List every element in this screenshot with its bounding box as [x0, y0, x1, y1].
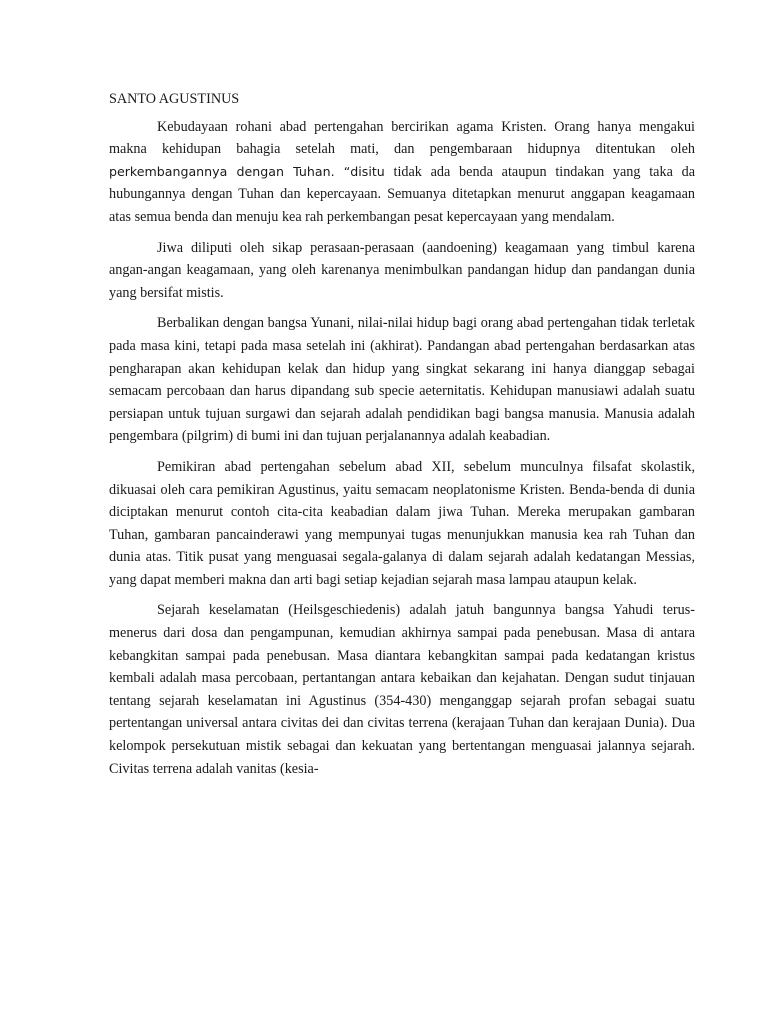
document-page: [109, 88, 695, 788]
paragraph-3: [109, 312, 695, 448]
paragraph-5: [109, 599, 695, 780]
paragraph-text: tidak ada benda ataupun tindakan yang taka da hubungannya dengan Tuhan dan kepercayaan. Semuanya ditetapkan menurut anggapan keagamaan atas semua benda dan menuju kea rah perkembangan pesat kepercayaan yang mendalam.: [109, 163, 695, 225]
paragraph-text: Jiwa diliputi oleh sikap perasaan-perasaan (aandoening) keagamaan yang timbul karena angan-angan keagamaan, yang oleh karenanya menimbulkan pandangan hidup dan pandangan dunia yang bersifat mistis.: [109, 239, 695, 301]
paragraph-text: Kebudayaan rohani abad pertengahan bercirikan agama Kristen. Orang hanya mengakui makna kehidupan bahagia setelah mati, dan pengembaraan hidupnya ditentukan oleh: [109, 118, 695, 158]
paragraph-text: Pemikiran abad pertengahan sebelum abad XII, sebelum munculnya filsafat skolastik, dikuasai oleh cara pemikiran Agustinus, yaitu semacam neoplatonisme Kristen. Benda-benda di dunia diciptakan menurut contoh cita-cita keabadian dalam jiwa Tuhan. Mereka merupakan gambaran Tuhan, gambaran pancainderawi yang mempunyai tugas menunjukkan manusia kea rah Tuhan dan dunia atas. Titik pusat yang menguasai segala-galanya di dalam sejarah adalah kedatangan Messias, yang dapat memberi makna dan arti bagi setiap kejadian sejarah masa lampau ataupun kelak.: [109, 458, 695, 588]
paragraph-text-sans: perkembangannya dengan Tuhan. “disitu: [109, 163, 385, 179]
paragraph-4: [109, 456, 695, 592]
paragraph-text: Sejarah keselamatan (Heilsgeschiedenis) adalah jatuh bangunnya bangsa Yahudi terus-menerus dari dosa dan pengampunan, kemudian akhirnya sampai pada penebusan. Masa di antara kebangkitan sampai pada penebusan. Masa diantara kebangkitan sampai pada kedatangan kristus kembali adalah masa percobaan, pertantangan antara kebaikan dan kejahatan. Dengan sudut tinjauan tentang sejarah keselamatan ini Agustinus (354-430) menganggap sejarah profan sebagai suatu pertentangan universal antara civitas dei dan civitas terrena (kerajaan Tuhan dan kerajaan Dunia). Dua kelompok persekutuan mistik sebagai dan kekuatan yang bertentangan menguasai jalannya sejarah. Civitas terrena adalah vanitas (kesia-: [109, 602, 695, 777]
document-title: SANTO AGUSTINUS: [109, 91, 240, 107]
paragraph-text: Berbalikan dengan bangsa Yunani, nilai-nilai hidup bagi orang abad pertengahan tidak terletak pada masa kini, tetapi pada masa setelah ini (akhirat). Pandangan abad pertengahan berdasarkan atas pengharapan akan kehidupan kelak dan hidup yang singkat sekarang ini hanya dianggap sebagai semacam percobaan dan harus dipandang sub specie aeternitatis. Kehidupan manusiawi adalah suatu persiapan untuk tujuan surgawi dan sejarah adalah pendidikan bagi bangsa manusia. Manusia adalah pengembara (pilgrim) di bumi ini dan tujuan perjalanannya adalah keabadian.: [109, 315, 695, 445]
paragraph-2: [109, 237, 695, 305]
paragraph-1: [109, 116, 695, 229]
